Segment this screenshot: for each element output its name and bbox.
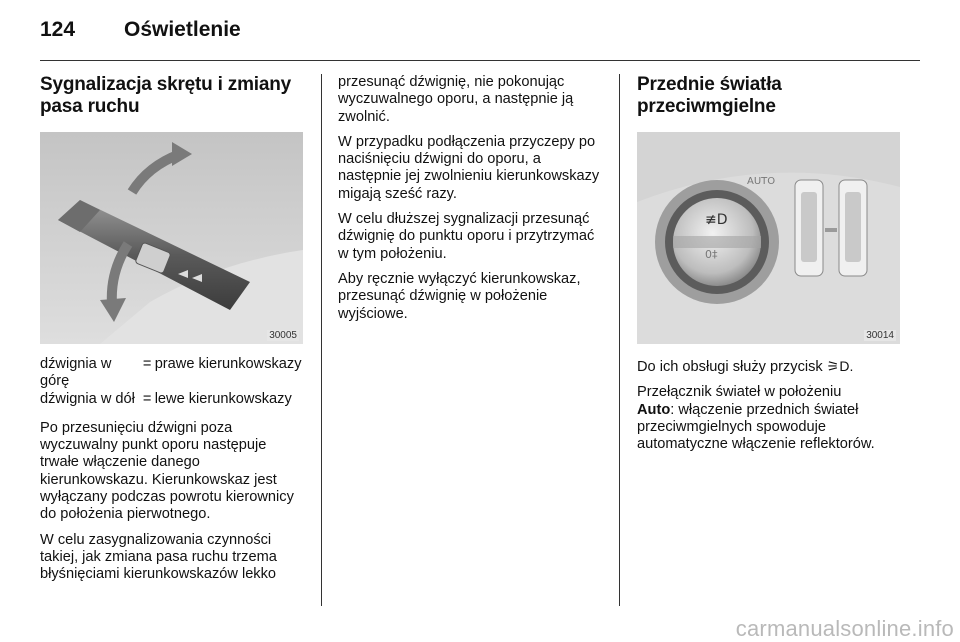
- svg-text:AUTO: AUTO: [747, 176, 776, 187]
- light-switch-illustration: [637, 132, 900, 344]
- figure-number: 30014: [866, 330, 894, 341]
- column-2: [338, 74, 604, 331]
- paragraph: Po przesunięciu dźwigni poza wyczuwalny punkt oporu następuje trwałe włączenie danego kierunkowskazu. Kierunkowskaz jest wyłączany podczas powrotu kierownicy do położenia pierwotnego.: [40, 419, 294, 523]
- definition-term: dźwignia w górę: [40, 356, 112, 390]
- paragraph: W przypadku podłączenia przyczepy po naciśnięciu dźwigni do oporu, a następnie jej zwolnieniu kierunkowskazy migają sześć razy.: [338, 133, 600, 202]
- section-title-turn-signals: Sygnalizacja skrętu i zmiany pasa ruchu: [40, 74, 292, 117]
- paragraph-text: Przełącznik świateł w położeniu: [637, 384, 842, 401]
- watermark: carmanualsonline.info: [735, 616, 954, 641]
- column-3: [637, 74, 902, 461]
- definition-value: prawe kierunkowskazy: [154, 356, 302, 372]
- definition-equals: =: [142, 390, 152, 407]
- fog-light-icon: ⚞D.: [826, 358, 854, 374]
- svg-text:≢D: ≢D: [705, 212, 728, 228]
- paragraph: W celu dłuższej sygnalizacji przesunąć dźwignię do punktu oporu i przytrzymać w tym położeniu.: [338, 211, 595, 262]
- figure-number: 30005: [269, 330, 297, 341]
- definition-row: [40, 391, 303, 408]
- svg-text:0‡: 0‡: [705, 248, 718, 261]
- light-switch-figure: [637, 132, 900, 344]
- paragraph: przesunąć dźwignię, nie pokonując wyczuwalnego oporu, a następnie ją zwolnić.: [338, 74, 574, 125]
- turn-signal-lever-figure: [40, 132, 303, 344]
- paragraph: Aby ręcznie wyłączyć kierunkowskaz, przesunąć dźwignię w położenie wyjściowe.: [338, 270, 581, 322]
- paragraph: W celu zasygnalizowania czynności takiej, jak zmiana pasa ruchu trzema błyśnięciami kierunkowskazów lekko: [40, 531, 277, 583]
- definition-term: dźwignia w dół: [40, 390, 135, 407]
- paragraph-text: Do ich obsługi służy przycisk: [637, 359, 827, 375]
- paragraph: [637, 384, 902, 453]
- definition-value: lewe kierunkowskazy: [154, 390, 292, 407]
- paragraph-text: : włączenie przednich świateł przeciwmgielnych spowoduje automatyczne włączenie reflektorów.: [637, 401, 875, 453]
- section-title-fog-lights: Przednie światła przeciwmgielne: [637, 74, 782, 117]
- auto-label: Auto: [637, 401, 671, 418]
- header-rule: [40, 60, 920, 61]
- page-header: [40, 18, 920, 48]
- page-number: 124: [40, 18, 76, 41]
- column-divider: [619, 74, 620, 606]
- definition-row: [40, 356, 303, 391]
- paragraph: [637, 358, 902, 376]
- column-divider: [321, 74, 322, 606]
- chapter-title: Oświetlenie: [124, 18, 241, 41]
- turn-signal-lever-illustration: [40, 132, 303, 344]
- column-1: [40, 74, 303, 592]
- lever-definition-list: [40, 356, 303, 408]
- definition-equals: =: [142, 356, 152, 372]
